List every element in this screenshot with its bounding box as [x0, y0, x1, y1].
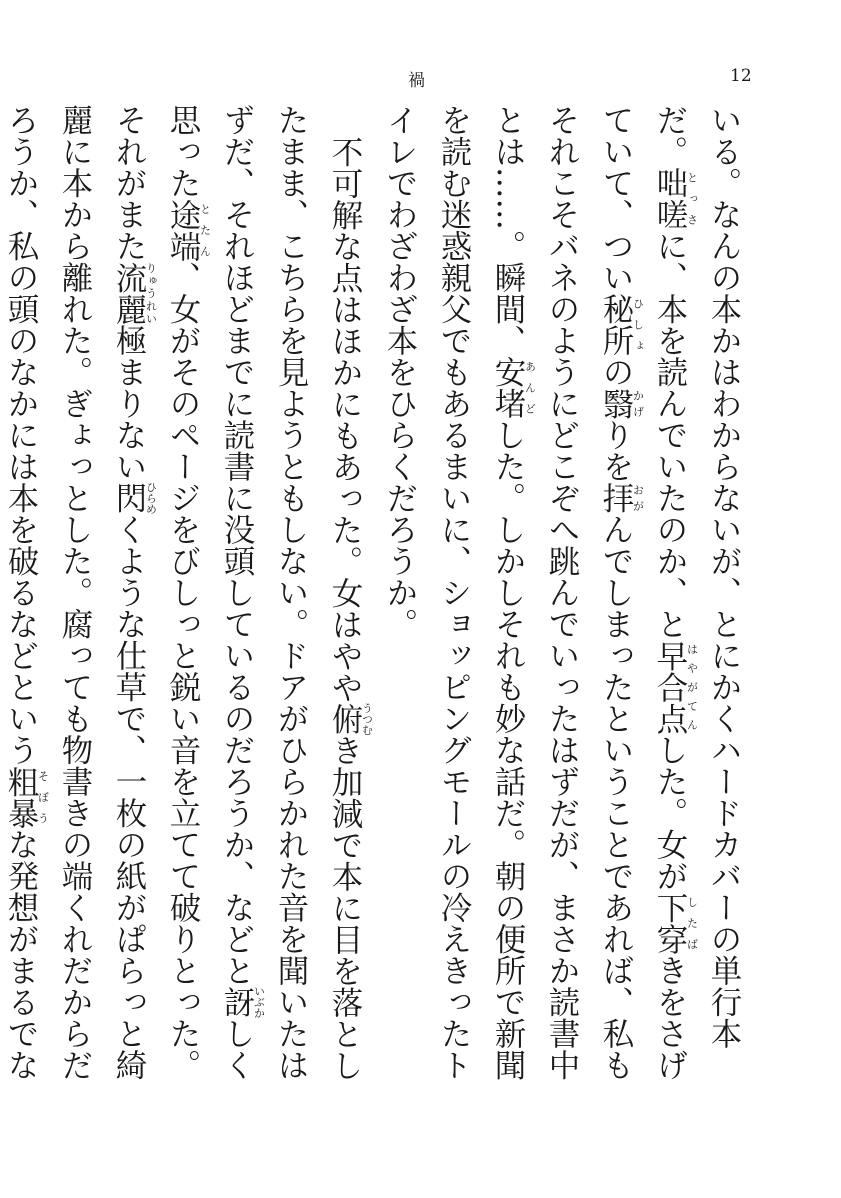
ruby-annotation — [652, 167, 699, 230]
text-run: きをさげていて、つい — [598, 104, 688, 1081]
page-number: 12 — [730, 66, 752, 86]
ruby-base: 下穿 — [652, 891, 688, 955]
ruby-base: 訝 — [219, 985, 255, 1019]
ruby-base: 途端 — [165, 198, 201, 262]
text-run: 不可解な点はほかにもあった。女はやや — [327, 135, 363, 703]
ruby-base: 閃 — [111, 481, 147, 515]
running-header-title: 禍 — [408, 71, 425, 91]
ruby-reading: いぶか — [252, 985, 266, 1019]
paragraph — [373, 104, 751, 1104]
text-run: き加減で本に目を落としたまま、こちらを見ようともしない。ドアがひらかれた音を聞いたはずだ、それほどまでに読書に没頭しているのだろうか、などと — [219, 104, 363, 1081]
ruby-annotation — [111, 481, 158, 515]
text-run: んでしまったということであれば、私もそれこそバネのようにどこぞへ跳んでいったはずだが、まさか読書中とは……。瞬間、 — [490, 104, 634, 1081]
text-run: な発想がまるでな — [3, 828, 39, 1081]
text-run: しく思った — [165, 104, 255, 1081]
ruby-reading: かげ — [631, 387, 645, 419]
ruby-annotation — [652, 891, 699, 955]
paragraph — [0, 104, 373, 1104]
text-run: した。しかしそれも妙な話だ。朝の便所で新聞を読む迷惑親父でもあるまいに、ショッピングモールの冷えきったトイレでわざわざ本をひらくだろうか。 — [382, 104, 526, 1081]
ruby-reading: とっさ — [685, 167, 699, 230]
ruby-annotation — [327, 701, 374, 735]
ruby-base: 早合点 — [652, 639, 688, 734]
ruby-reading: したば — [685, 891, 699, 955]
ruby-reading: りゅうれい — [144, 261, 158, 325]
ruby-reading: とたん — [198, 198, 212, 262]
ruby-annotation — [598, 482, 645, 514]
ruby-base: 安堵 — [490, 356, 526, 419]
text-run: 、女がそのページをびしっと鋭い音を立てて破りとった。それがまた — [111, 104, 201, 1081]
text-run: くような仕草で、一枚の紙がぱらっと綺麗に本から離れた。ぎょっとした。腐っても物書きの端くれだからだろうか、私の頭のなかには本を破るなどという — [3, 104, 147, 1081]
ruby-base: 秘所 — [598, 293, 634, 356]
ruby-base: 翳 — [598, 387, 634, 419]
ruby-base: 咄嗟 — [652, 167, 688, 230]
text-run: に、本を読んでいたのか、と — [652, 230, 688, 640]
ruby-base: 俯 — [327, 701, 363, 735]
ruby-annotation — [490, 356, 537, 419]
ruby-reading: うつむ — [360, 701, 374, 735]
ruby-base: 粗暴 — [3, 765, 39, 829]
ruby-reading: ひらめ — [144, 481, 158, 515]
ruby-reading: はやがてん — [685, 639, 699, 734]
ruby-reading: あんど — [523, 356, 537, 419]
body-text — [3, 104, 751, 1104]
text-run: の — [598, 356, 634, 388]
ruby-annotation — [598, 387, 645, 420]
ruby-base: 拝 — [598, 482, 634, 514]
ruby-annotation — [652, 639, 699, 735]
ruby-annotation — [598, 293, 645, 356]
text-run: りを — [598, 419, 634, 482]
text-run: 極まりない — [111, 324, 147, 482]
ruby-annotation — [165, 198, 212, 262]
text-run: した。女が — [652, 734, 688, 892]
ruby-reading: そぼう — [36, 765, 50, 829]
text-run: いる。なんの本かはわからないが、とにかくハードカバーの単行本だ。 — [652, 104, 742, 1049]
ruby-reading: ひしょ — [631, 293, 645, 356]
ruby-annotation — [3, 765, 50, 829]
ruby-base: 流麗 — [111, 261, 147, 325]
ruby-reading: おが — [631, 482, 645, 514]
ruby-annotation — [219, 985, 266, 1019]
ruby-annotation — [111, 261, 158, 325]
